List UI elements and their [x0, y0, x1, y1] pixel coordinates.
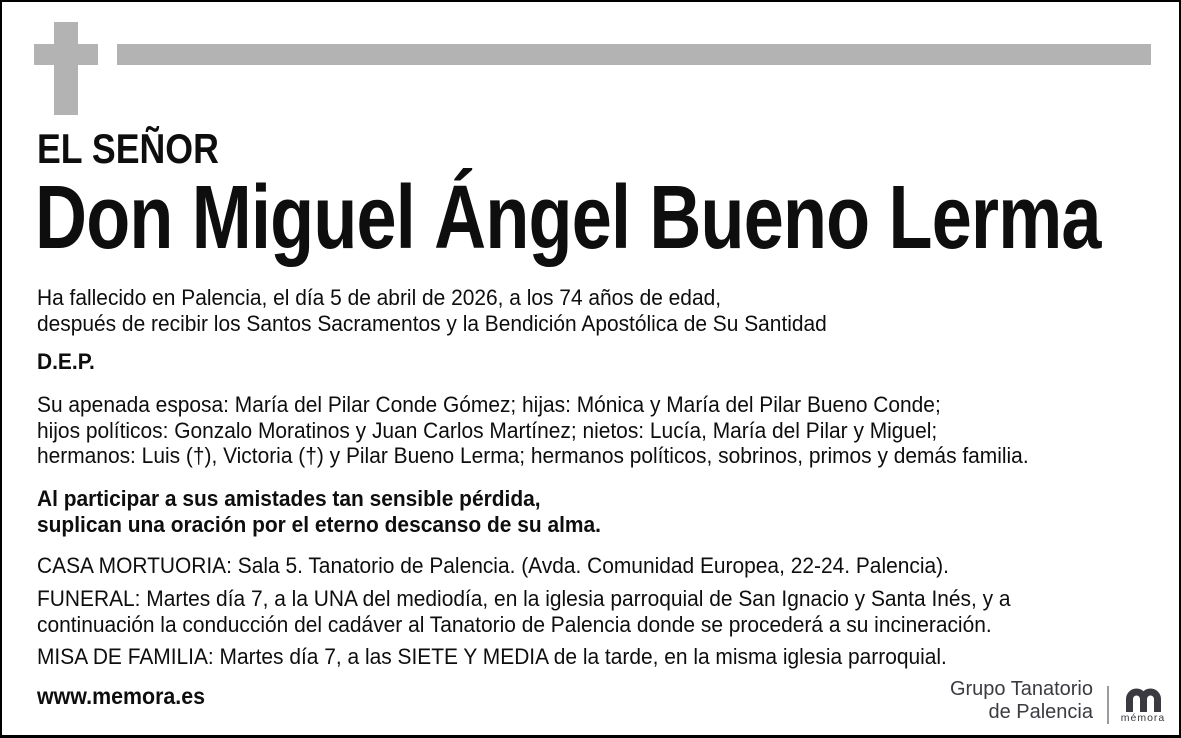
casa-mortuoria-info — [37, 553, 949, 579]
memora-logo-text: mémora — [1120, 712, 1166, 724]
misa-info — [37, 644, 947, 670]
participation-line: Al participar a sus amistades tan sensible pérdida, — [37, 486, 541, 511]
header-bar — [117, 44, 1151, 65]
funeral-line: continuación la conducción del cadáver al Tanatorio de Palencia donde se procederá a su incineración. — [37, 611, 992, 637]
family-line: hijos políticos: Gonzalo Moratinos y Juan Carlos Martínez; nietos: Lucía, María del Pilar y Miguel; — [37, 417, 938, 443]
family-line: Su apenada esposa: María del Pilar Conde Gómez; hijas: Mónica y María del Pilar Bueno Conde; — [37, 392, 941, 417]
funeral-line: FUNERAL: Martes día 7, a la UNA del mediodía, en la iglesia parroquial de San Ignacio y Santa Inés, y a — [37, 586, 1011, 611]
announcement-line: Ha fallecido en Palencia, el día 5 de abril de 2026, a los 74 años de edad, — [37, 285, 722, 310]
misa-line: MISA DE FAMILIA: Martes día 7, a las SIETE Y MEDIA de la tarde, en la misma iglesia parroquial. — [37, 644, 947, 669]
honorific-title: EL SEÑOR — [37, 125, 219, 172]
dep-abbreviation: D.E.P. — [37, 349, 95, 374]
group-name-line: Grupo Tanatorio — [949, 678, 1093, 700]
participation-note — [37, 486, 601, 537]
memora-logo — [1118, 688, 1168, 724]
website-link[interactable]: www.memora.es — [37, 683, 206, 709]
participation-line: suplican una oración por el eterno descanso de su alma. — [37, 511, 601, 537]
funeral-info — [37, 586, 1011, 637]
death-announcement — [37, 285, 827, 336]
group-name — [950, 678, 1093, 724]
casa-line: CASA MORTUORIA: Sala 5. Tanatorio de Palencia. (Avda. Comunidad Europea, 22-24. Palencia). — [37, 553, 949, 578]
deceased-name: Don Miguel Ángel Bueno Lerma — [35, 168, 1101, 268]
announcement-line: después de recibir los Santos Sacramentos y la Bendición Apostólica de Su Santidad — [37, 310, 827, 336]
family-line: hermanos: Luis (†), Victoria (†) y Pilar Bueno Lerma; hermanos políticos, sobrinos, primos y demás familia. — [37, 443, 1029, 468]
cross-icon — [54, 22, 78, 115]
cross-icon-arm — [34, 44, 98, 65]
group-name-line: de Palencia — [988, 701, 1093, 723]
memora-m-icon — [1125, 688, 1162, 712]
footer-divider — [1107, 686, 1109, 724]
family-list — [37, 392, 1029, 469]
